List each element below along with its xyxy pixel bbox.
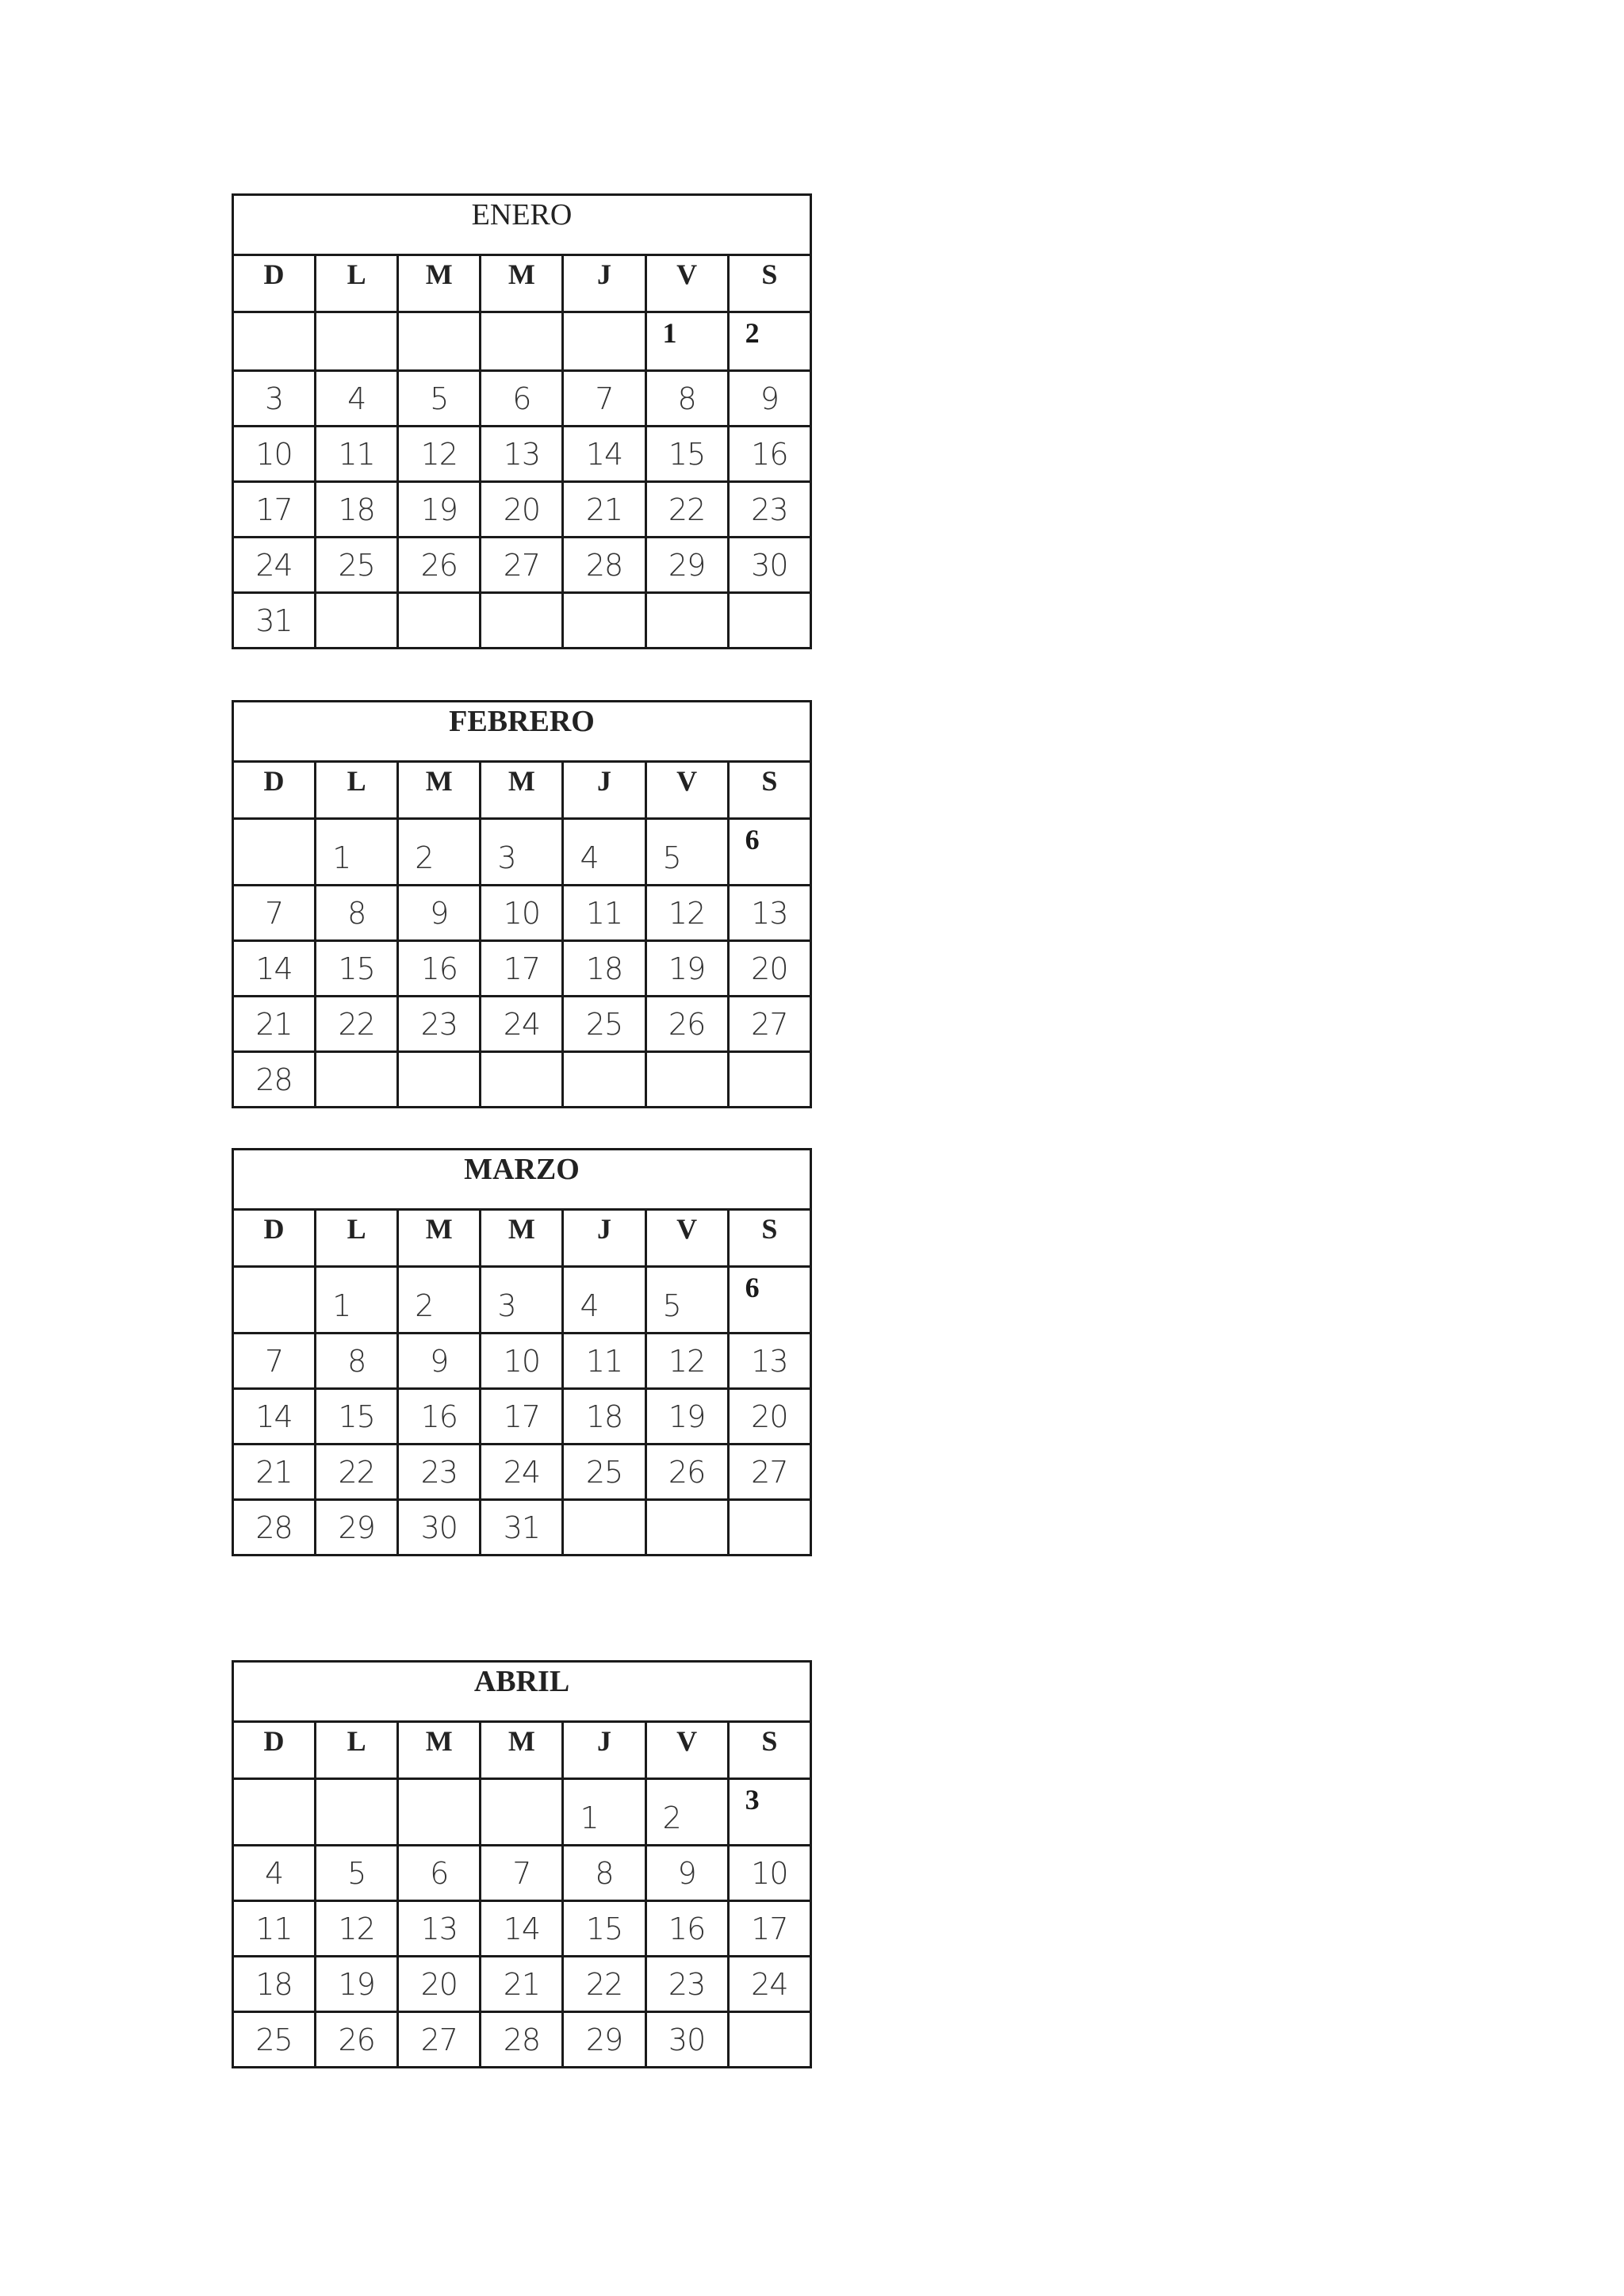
- day-cell: 11: [563, 1334, 645, 1389]
- month-title: ENERO: [233, 195, 811, 255]
- week-row: [233, 1500, 811, 1556]
- day-cell: 6: [398, 1846, 481, 1901]
- day-cell: 1: [316, 1267, 398, 1334]
- day-cell: 16: [728, 427, 810, 482]
- day-cell: 26: [645, 997, 728, 1052]
- day-cell: 14: [233, 1389, 316, 1445]
- empty-day-cell: [398, 1779, 481, 1846]
- weekday-header: D: [233, 1722, 316, 1779]
- day-cell: 30: [728, 538, 810, 593]
- day-cell: 29: [645, 538, 728, 593]
- week-row: [233, 1334, 811, 1389]
- day-cell: 4: [316, 371, 398, 427]
- day-cell: 7: [233, 886, 316, 941]
- day-cell: 25: [563, 1445, 645, 1500]
- weekday-header: J: [563, 1722, 645, 1779]
- week-row: [233, 1846, 811, 1901]
- day-cell: 25: [233, 2012, 316, 2068]
- week-row: [233, 886, 811, 941]
- day-cell: 16: [398, 1389, 481, 1445]
- day-cell: 9: [398, 886, 481, 941]
- weekday-header: J: [563, 255, 645, 312]
- week-row: [233, 1267, 811, 1334]
- month-title: MARZO: [233, 1150, 811, 1210]
- day-cell: 20: [728, 941, 810, 997]
- day-cell: 20: [481, 482, 563, 538]
- day-cell: 9: [645, 1846, 728, 1901]
- day-cell: 20: [398, 1957, 481, 2012]
- day-cell: 27: [398, 2012, 481, 2068]
- day-cell: 28: [233, 1052, 316, 1108]
- day-cell: 10: [481, 886, 563, 941]
- day-cell: 20: [728, 1389, 810, 1445]
- day-cell: 12: [398, 427, 481, 482]
- day-cell: 6: [481, 371, 563, 427]
- empty-day-cell: [563, 593, 645, 649]
- day-cell: 14: [233, 941, 316, 997]
- day-cell: 10: [728, 1846, 810, 1901]
- day-cell: 23: [398, 1445, 481, 1500]
- weekday-header: L: [316, 255, 398, 312]
- day-cell: 15: [645, 427, 728, 482]
- weekday-header: S: [728, 762, 810, 819]
- day-cell: 7: [233, 1334, 316, 1389]
- day-cell: 22: [563, 1957, 645, 2012]
- weekday-header: M: [481, 1210, 563, 1267]
- day-cell: 15: [563, 1901, 645, 1957]
- day-cell: 31: [233, 593, 316, 649]
- day-cell: 16: [645, 1901, 728, 1957]
- weekday-header: S: [728, 1722, 810, 1779]
- day-cell: 15: [316, 1389, 398, 1445]
- day-cell: 29: [316, 1500, 398, 1556]
- empty-day-cell: [398, 312, 481, 371]
- empty-day-cell: [316, 1779, 398, 1846]
- empty-day-cell: [481, 312, 563, 371]
- weekday-header: V: [645, 255, 728, 312]
- empty-day-cell: [728, 593, 810, 649]
- month-calendar-enero: [232, 193, 812, 649]
- day-cell: 14: [563, 427, 645, 482]
- weekday-header: M: [481, 255, 563, 312]
- day-cell: 22: [316, 1445, 398, 1500]
- day-cell: 23: [398, 997, 481, 1052]
- empty-day-cell: [316, 593, 398, 649]
- month-title: FEBRERO: [233, 702, 811, 762]
- day-cell: 8: [645, 371, 728, 427]
- empty-day-cell: [481, 593, 563, 649]
- day-cell: 18: [316, 482, 398, 538]
- day-cell: 2: [645, 1779, 728, 1846]
- day-cell: 30: [398, 1500, 481, 1556]
- month-calendar-marzo: [232, 1148, 812, 1556]
- day-cell: 4: [233, 1846, 316, 1901]
- day-cell: 21: [481, 1957, 563, 2012]
- day-cell: 12: [316, 1901, 398, 1957]
- empty-day-cell: [233, 819, 316, 886]
- day-cell: 1: [645, 312, 728, 371]
- weekday-header: J: [563, 762, 645, 819]
- day-cell: 21: [563, 482, 645, 538]
- day-cell: 7: [481, 1846, 563, 1901]
- day-cell: 6: [728, 1267, 810, 1334]
- day-cell: 15: [316, 941, 398, 997]
- day-cell: 27: [481, 538, 563, 593]
- day-cell: 1: [563, 1779, 645, 1846]
- day-cell: 18: [563, 1389, 645, 1445]
- day-cell: 17: [481, 1389, 563, 1445]
- day-cell: 3: [233, 371, 316, 427]
- day-cell: 25: [563, 997, 645, 1052]
- day-cell: 6: [728, 819, 810, 886]
- month-calendar-abril: [232, 1660, 812, 2068]
- weekday-header: D: [233, 762, 316, 819]
- day-cell: 26: [645, 1445, 728, 1500]
- day-cell: 13: [398, 1901, 481, 1957]
- day-cell: 8: [563, 1846, 645, 1901]
- day-cell: 7: [563, 371, 645, 427]
- week-row: [233, 2012, 811, 2068]
- week-row: [233, 593, 811, 649]
- day-cell: 31: [481, 1500, 563, 1556]
- week-row: [233, 941, 811, 997]
- day-cell: 13: [728, 886, 810, 941]
- empty-day-cell: [316, 1052, 398, 1108]
- day-cell: 8: [316, 886, 398, 941]
- day-cell: 26: [316, 2012, 398, 2068]
- day-cell: 13: [481, 427, 563, 482]
- day-cell: 24: [728, 1957, 810, 2012]
- day-cell: 28: [563, 538, 645, 593]
- empty-day-cell: [233, 1267, 316, 1334]
- weekday-header: M: [398, 762, 481, 819]
- day-cell: 4: [563, 1267, 645, 1334]
- empty-day-cell: [398, 1052, 481, 1108]
- day-cell: 5: [316, 1846, 398, 1901]
- day-cell: 11: [563, 886, 645, 941]
- week-row: [233, 482, 811, 538]
- week-row: [233, 1052, 811, 1108]
- day-cell: 17: [233, 482, 316, 538]
- day-cell: 22: [645, 482, 728, 538]
- day-cell: 23: [728, 482, 810, 538]
- week-row: [233, 1901, 811, 1957]
- day-cell: 3: [481, 819, 563, 886]
- week-row: [233, 312, 811, 371]
- week-row: [233, 1389, 811, 1445]
- day-cell: 2: [728, 312, 810, 371]
- day-cell: 3: [728, 1779, 810, 1846]
- empty-day-cell: [728, 1052, 810, 1108]
- week-row: [233, 371, 811, 427]
- weekday-header: M: [398, 1210, 481, 1267]
- empty-day-cell: [563, 1052, 645, 1108]
- day-cell: 19: [645, 1389, 728, 1445]
- weekday-header: L: [316, 1210, 398, 1267]
- day-cell: 8: [316, 1334, 398, 1389]
- day-cell: 19: [645, 941, 728, 997]
- day-cell: 17: [481, 941, 563, 997]
- day-cell: 10: [233, 427, 316, 482]
- day-cell: 11: [233, 1901, 316, 1957]
- week-row: [233, 1445, 811, 1500]
- weekday-header: D: [233, 1210, 316, 1267]
- weekday-header: J: [563, 1210, 645, 1267]
- day-cell: 10: [481, 1334, 563, 1389]
- day-cell: 24: [233, 538, 316, 593]
- day-cell: 19: [316, 1957, 398, 2012]
- day-cell: 19: [398, 482, 481, 538]
- weekday-header: M: [481, 1722, 563, 1779]
- day-cell: 4: [563, 819, 645, 886]
- day-cell: 28: [233, 1500, 316, 1556]
- empty-day-cell: [728, 1500, 810, 1556]
- day-cell: 13: [728, 1334, 810, 1389]
- day-cell: 14: [481, 1901, 563, 1957]
- weekday-header: V: [645, 1722, 728, 1779]
- day-cell: 27: [728, 997, 810, 1052]
- day-cell: 16: [398, 941, 481, 997]
- weekday-header: L: [316, 762, 398, 819]
- day-cell: 2: [398, 819, 481, 886]
- day-cell: 25: [316, 538, 398, 593]
- day-cell: 5: [398, 371, 481, 427]
- day-cell: 24: [481, 997, 563, 1052]
- day-cell: 28: [481, 2012, 563, 2068]
- day-cell: 5: [645, 1267, 728, 1334]
- day-cell: 12: [645, 1334, 728, 1389]
- weekday-header: S: [728, 1210, 810, 1267]
- day-cell: 29: [563, 2012, 645, 2068]
- empty-day-cell: [233, 312, 316, 371]
- week-row: [233, 819, 811, 886]
- week-row: [233, 427, 811, 482]
- day-cell: 21: [233, 997, 316, 1052]
- weekday-header: M: [398, 1722, 481, 1779]
- empty-day-cell: [563, 1500, 645, 1556]
- weekday-header: V: [645, 1210, 728, 1267]
- day-cell: 9: [728, 371, 810, 427]
- day-cell: 24: [481, 1445, 563, 1500]
- empty-day-cell: [645, 1500, 728, 1556]
- empty-day-cell: [481, 1052, 563, 1108]
- weekday-header: M: [398, 255, 481, 312]
- day-cell: 30: [645, 2012, 728, 2068]
- weekday-header: D: [233, 255, 316, 312]
- week-row: [233, 538, 811, 593]
- day-cell: 12: [645, 886, 728, 941]
- month-title: ABRIL: [233, 1662, 811, 1722]
- day-cell: 22: [316, 997, 398, 1052]
- day-cell: 26: [398, 538, 481, 593]
- empty-day-cell: [481, 1779, 563, 1846]
- day-cell: 21: [233, 1445, 316, 1500]
- day-cell: 2: [398, 1267, 481, 1334]
- day-cell: 18: [233, 1957, 316, 2012]
- day-cell: 27: [728, 1445, 810, 1500]
- day-cell: 23: [645, 1957, 728, 2012]
- day-cell: 9: [398, 1334, 481, 1389]
- day-cell: 18: [563, 941, 645, 997]
- empty-day-cell: [728, 2012, 810, 2068]
- day-cell: 11: [316, 427, 398, 482]
- empty-day-cell: [233, 1779, 316, 1846]
- empty-day-cell: [563, 312, 645, 371]
- weekday-header: V: [645, 762, 728, 819]
- day-cell: 1: [316, 819, 398, 886]
- empty-day-cell: [645, 1052, 728, 1108]
- week-row: [233, 1957, 811, 2012]
- month-calendar-febrero: [232, 700, 812, 1108]
- day-cell: 5: [645, 819, 728, 886]
- weekday-header: M: [481, 762, 563, 819]
- empty-day-cell: [398, 593, 481, 649]
- empty-day-cell: [316, 312, 398, 371]
- week-row: [233, 1779, 811, 1846]
- empty-day-cell: [645, 593, 728, 649]
- weekday-header: L: [316, 1722, 398, 1779]
- day-cell: 3: [481, 1267, 563, 1334]
- weekday-header: S: [728, 255, 810, 312]
- day-cell: 17: [728, 1901, 810, 1957]
- week-row: [233, 997, 811, 1052]
